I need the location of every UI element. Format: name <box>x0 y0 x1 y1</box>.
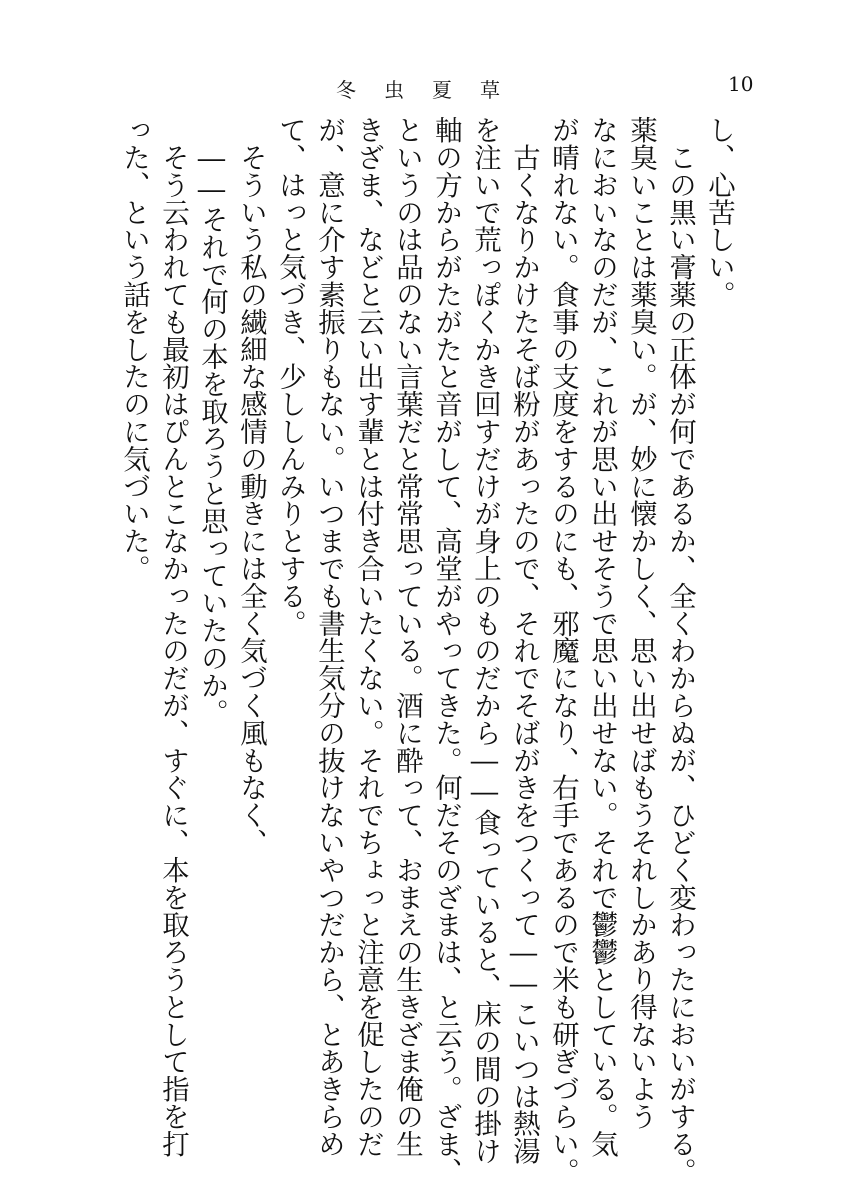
text-column: きざま、などと云い出す輩とは付き合いたくない。それでちょっと注意を促したのだ <box>352 116 383 1158</box>
text-column: 軸の方からがたがたと音がして、高堂がやってきた。何だそのざまは、と云う。ざま、 <box>430 116 461 1185</box>
text-column: ――それで何の本を取ろうと思っていたのか。 <box>196 116 227 726</box>
page-number: 10 <box>728 72 754 96</box>
text-column: が、意に介す素振りもない。いつまでも書生気分の抜けないやつだから、とあきらめ <box>313 116 344 1158</box>
text-column: 薬臭いことは薬臭い。が、妙に懐かしく、思い出せばもうそれしかあり得ないよう <box>625 116 656 1130</box>
text-column: った、という話をしたのに気づいた。 <box>118 116 149 582</box>
running-title: 冬虫夏草 <box>336 78 528 102</box>
text-column: し、心苦しい。 <box>703 116 734 308</box>
text-column: そういう私の繊細な感情の動きには全く気づく風もなく、 <box>235 116 266 856</box>
text-column: なにおいなのだが、これが思い出せそうで思い出せない。それで鬱鬱としている。気 <box>586 116 617 1158</box>
text-column: そう云われても最初はぴんとこなかったのだが、すぐに、本を取ろうとして指を打 <box>157 116 188 1158</box>
text-column: て、はっと気づき、少ししんみりとする。 <box>274 116 305 637</box>
text-column: 古くなりかけたそば粉があったので、それでそばがきをつくって――こいつは熱湯 <box>508 116 539 1165</box>
text-column: この黒い膏薬の正体が何であるか、全くわからぬが、ひどく変わったにおいがする。 <box>664 116 695 1185</box>
text-column: を注いで荒っぽくかき回すだけが身上のものだから――食っていると、床の間の掛け <box>469 116 500 1165</box>
text-column: というのは品のない言葉だと常常思っている。酒に酔って、おまえの生きざま俺の生 <box>391 116 422 1158</box>
text-column: が晴れない。食事の支度をするのにも、邪魔になり、右手であるので米も研ぎづらい。 <box>547 116 578 1185</box>
